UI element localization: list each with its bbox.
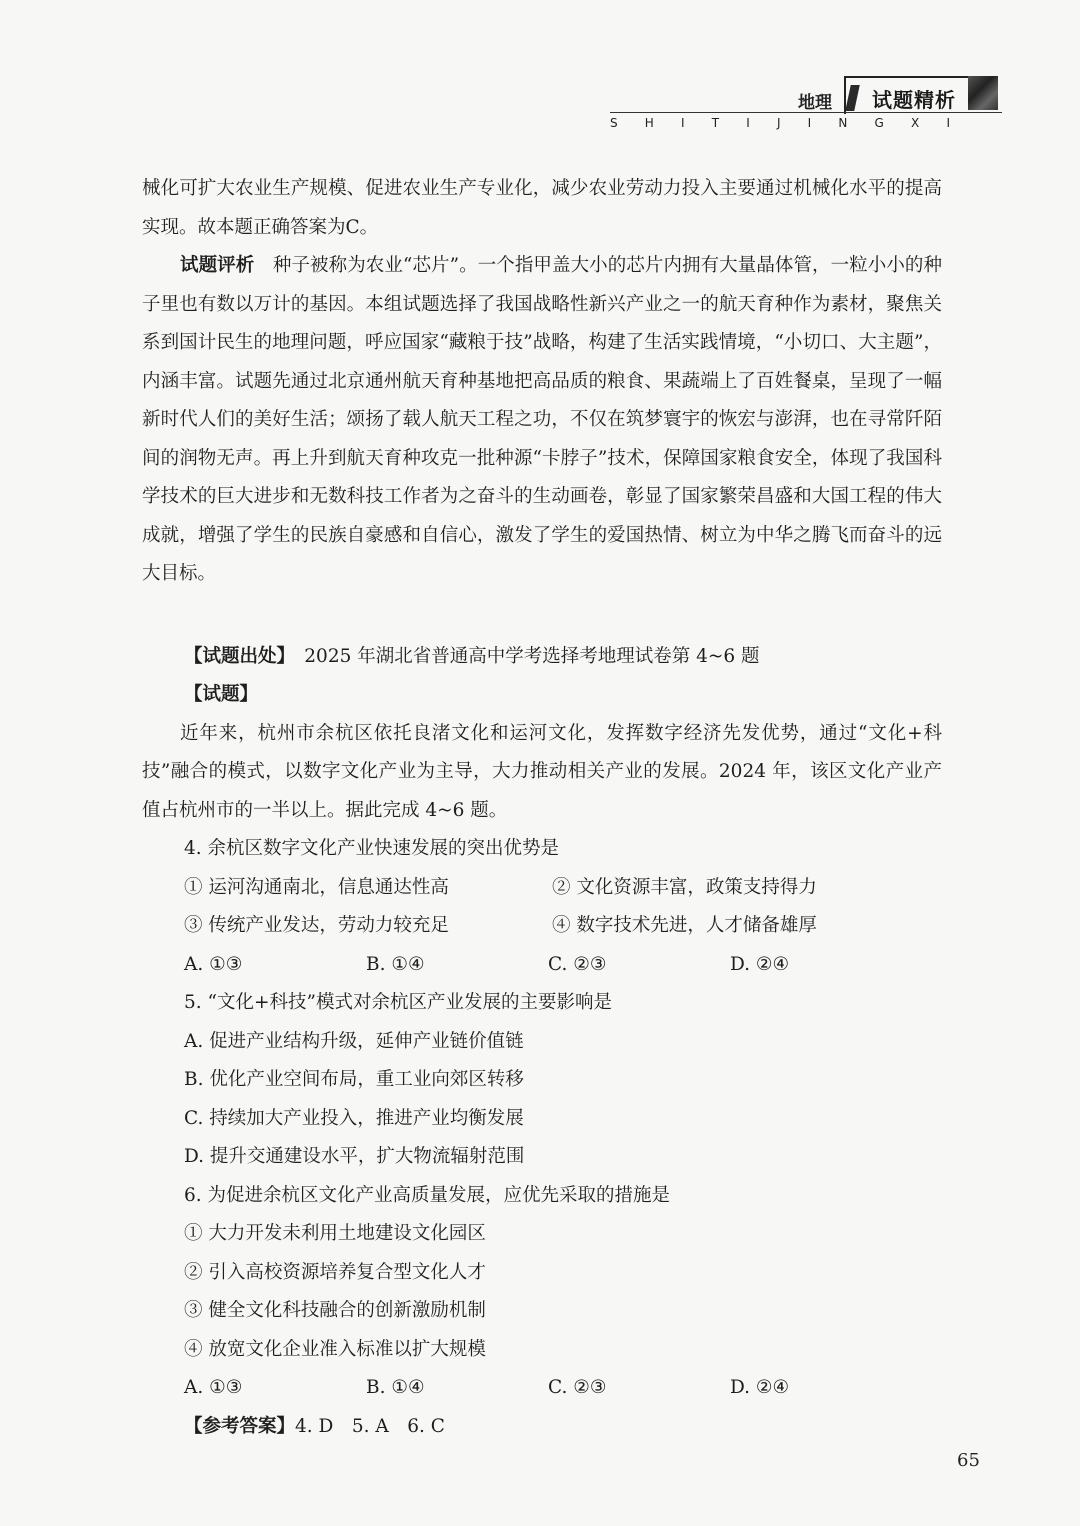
header-rule [610,112,1002,113]
header-corner-ornament [968,76,998,110]
q6-statement: ③ 健全文化科技融合的创新激励机制 [184,1300,486,1321]
question-6 [142,1177,942,1408]
page-number: 65 [957,1450,980,1471]
question-heading [142,676,942,715]
page-content [142,170,942,1446]
answer-line [142,1408,942,1447]
q4-option-c: C. ②③ [548,953,607,975]
question-5 [142,984,942,1177]
q4-option-d: D. ②④ [730,953,790,975]
question-4 [142,830,942,984]
header-section-title: 试题精析 [872,88,956,112]
pinyin-letter: S [610,116,618,130]
pinyin-letter: N [838,116,848,130]
running-header [610,74,1002,136]
q4-option-a: A. ①③ [184,953,243,975]
answer-text: 4. D 5. A 6. C [295,1415,445,1437]
pinyin-letter: I [681,116,685,130]
q6-statement: ① 大力开发未利用土地建设文化园区 [184,1223,486,1244]
source-line [142,638,942,677]
q6-option-c: C. ②③ [548,1377,607,1398]
pinyin-letter: I [807,116,812,130]
pinyin-letter: I [746,116,750,130]
q6-option-a: A. ①③ [184,1377,243,1398]
question-5-stem: 5. “文化+科技”模式对余杭区产业发展的主要影响是 [184,992,612,1013]
pinyin-letter: G [874,116,884,130]
q5-option-b: B. 优化产业空间布局，重工业向郊区转移 [184,1069,524,1090]
q4-statement: ④ 数字技术先进，人才储备雄厚 [552,915,817,936]
q6-statement: ④ 放宽文化企业准入标准以扩大规模 [184,1338,486,1360]
answer-label: 【参考答案】 [184,1415,296,1437]
source-text: 2025 年湖北省普通高中学考选择考地理试卷第 4~6 题 [304,645,760,667]
pinyin-letter: I [946,116,950,130]
q5-option-a: A. 促进产业结构升级，延伸产业链价值链 [184,1030,524,1052]
pinyin-letter: H [644,116,654,130]
question-4-stem: 4. 余杭区数字文化产业快速发展的突出优势是 [184,838,560,859]
q4-statement: ② 文化资源丰富，政策支持得力 [552,876,817,898]
q6-option-b: B. ①④ [366,1377,425,1398]
pinyin-letter: J [776,116,781,130]
review-text: 种子被称为农业“芯片”。一个指甲盖大小的芯片内拥有大量晶体管，一粒小小的种子里也有数以万计的基因。本组试题选择了我国战略性新兴产业之一的航天育种作为素材，聚焦关系到国计民生的地理问题，呼应国家“藏粮于技”战略，构建了生活实践情境，“小切口、大主题”，内涵丰富。试题先通过北京通州航天育种基地把高品质的粮食、果蔬端上了百姓餐桌，呈现了一幅新时代人们的美好生活；颂扬了载人航天工程之功，不仅在筑梦寰宇的恢宏与澎湃，也在寻常阡陌间的润物无声。再上升到航天育种攻克一批种源“卡脖子”技术，保障国家粮食安全，体现了我国科学技术的巨大进步和无数科技工作者为之奋斗的生动画卷，彰显了国家繁荣昌盛和大国工程的伟大成就，增强了学生的民族自豪感和自信心，激发了学生的爱国热情、树立为中华之腾飞而奋斗的远大目标。 [142,255,942,584]
q4-statement: ③ 传统产业发达，劳动力较充足 [184,915,449,936]
review-label: 试题评析 [180,255,255,276]
header-subject: 地理 [798,93,832,113]
review-paragraph [142,247,942,594]
q4-statement: ① 运河沟通南北，信息通达性高 [184,876,449,898]
question-intro: 近年来，杭州市余杭区依托良渚文化和运河文化，发挥数字经济先发优势，通过“文化+科技”融合的模式，以数字文化产业为主导，大力推动相关产业的发展。2024 年，该区文化产业产值占杭州市的一半以上。据此完成 4~6 题。 [142,722,942,821]
question-label: 【试题】 [184,684,259,705]
q4-option-b: B. ①④ [366,953,425,975]
q6-statement: ② 引入高校资源培养复合型文化人才 [184,1261,486,1283]
header-pinyin [610,116,950,130]
continued-paragraph: 械化可扩大农业生产规模、促进农业生产专业化，减少农业劳动力投入主要通过机械化水平的提高实现。故本题正确答案为C。 [142,178,942,238]
q5-option-d: D. 提升交通建设水平，扩大物流辐射范围 [184,1146,525,1167]
q6-option-d: D. ②④ [730,1377,790,1398]
question-6-stem: 6. 为促进余杭区文化产业高质量发展，应优先采取的措施是 [184,1184,671,1206]
pinyin-letter: X [911,116,920,130]
pinyin-letter: T [711,116,720,130]
source-label: 【试题出处】 [184,645,286,667]
q5-option-c: C. 持续加大产业投入，推进产业均衡发展 [184,1107,524,1129]
